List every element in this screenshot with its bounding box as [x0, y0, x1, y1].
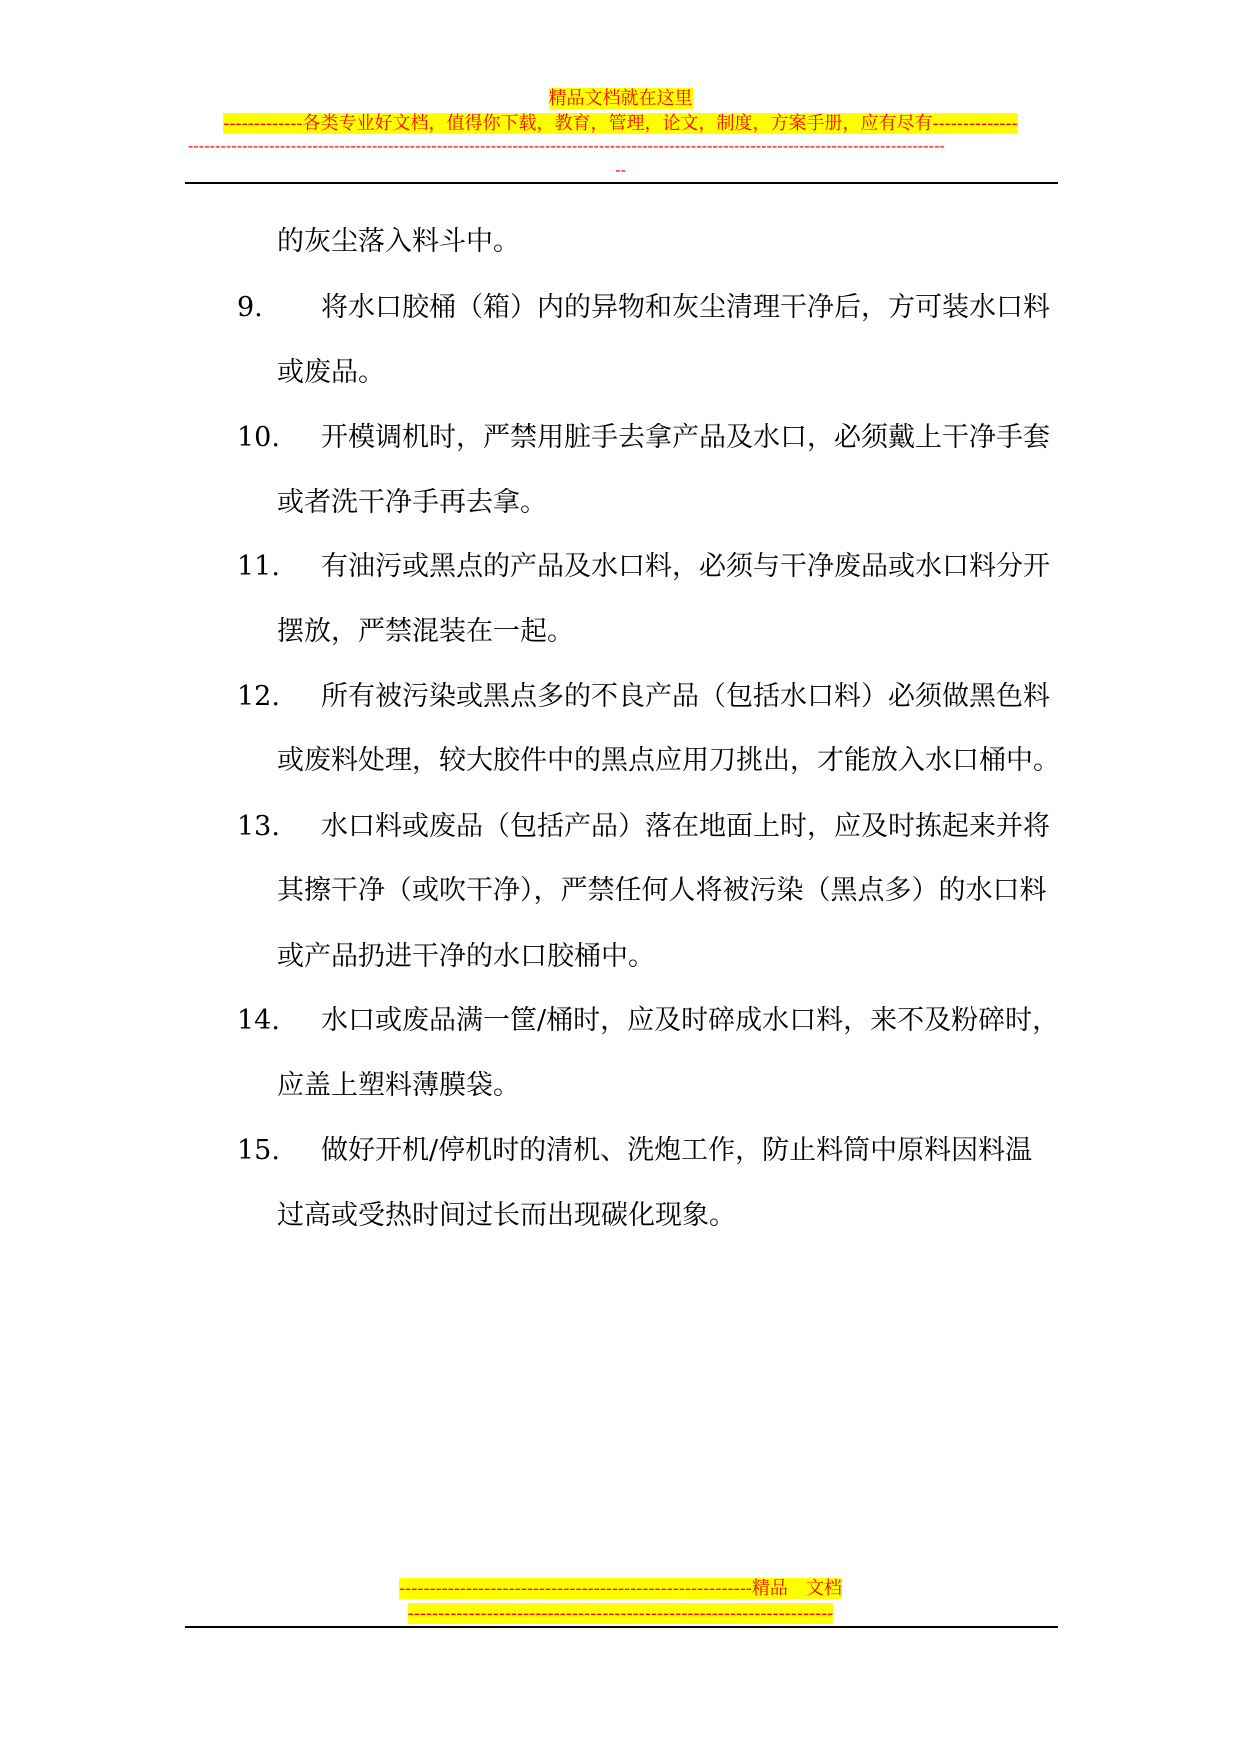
item-text-cont: 其擦干净（或吹干净），严禁任何人将被污染（黑点多）的水口料	[277, 875, 1047, 906]
item-text-cont: 摆放，严禁混装在一起。	[277, 616, 574, 647]
item-number: 13.	[237, 811, 280, 842]
item-text-cont: 过高或受热时间过长而出现碳化现象。	[277, 1200, 736, 1231]
item-text: 有油污或黑点的产品及水口料，必须与干净废品或水口料分开	[321, 551, 1050, 582]
header-dash-line: --------------------------------------------------------------------------------------------------------------------------------------------	[188, 136, 945, 155]
item-number: 10.	[237, 422, 280, 453]
header-subtitle-text: -------------各类专业好文档，值得你下载，教育，管理，论文，制度，方案手册，应有尽有--------------	[223, 113, 1018, 134]
header-title-text: 精品文档就在这里	[548, 88, 693, 109]
header-subtitle	[0, 113, 1241, 135]
header-rule	[185, 182, 1058, 184]
footer-line-2-text: ----------------------------------------------------------------------	[407, 1603, 834, 1624]
footer-line-2	[0, 1603, 1241, 1625]
item-number: 14.	[237, 1005, 280, 1036]
item-number: 15.	[237, 1135, 280, 1166]
footer-rule	[185, 1626, 1058, 1628]
continuation-text: 的灰尘落入料斗中。	[277, 226, 520, 257]
item-text: 开模调机时，严禁用脏手去拿产品及水口，必须戴上干净手套	[321, 422, 1050, 453]
item-text-cont: 应盖上塑料薄膜袋。	[277, 1070, 520, 1101]
item-text-cont: 或者洗干净手再去拿。	[277, 487, 547, 518]
item-text: 做好开机/停机时的清机、洗炮工作，防止料筒中原料因料温	[321, 1135, 1033, 1166]
footer-line-1-text: ----------------------------------------------------------精品 文档	[399, 1578, 842, 1599]
item-text-cont: 或废料处理，较大胶件中的黑点应用刀挑出，才能放入水口桶中。	[277, 745, 1060, 776]
item-number: 11.	[237, 551, 280, 582]
item-number: 12.	[237, 681, 280, 712]
header-dash-end: --	[615, 160, 626, 179]
footer-line-1	[0, 1578, 1241, 1600]
item-text: 水口料或废品（包括产品）落在地面上时，应及时拣起来并将	[321, 811, 1050, 842]
item-text-cont: 或产品扔进干净的水口胶桶中。	[277, 941, 655, 972]
item-number: 9.	[237, 292, 263, 323]
item-text: 将水口胶桶（箱）内的异物和灰尘清理干净后，方可装水口料	[321, 292, 1050, 323]
item-text: 所有被污染或黑点多的不良产品（包括水口料）必须做黑色料	[321, 681, 1050, 712]
header-title	[0, 88, 1241, 110]
item-text: 水口或废品满一筐/桶时，应及时碎成水口料，来不及粉碎时，	[321, 1005, 1060, 1036]
item-text-cont: 或废品。	[277, 357, 385, 388]
